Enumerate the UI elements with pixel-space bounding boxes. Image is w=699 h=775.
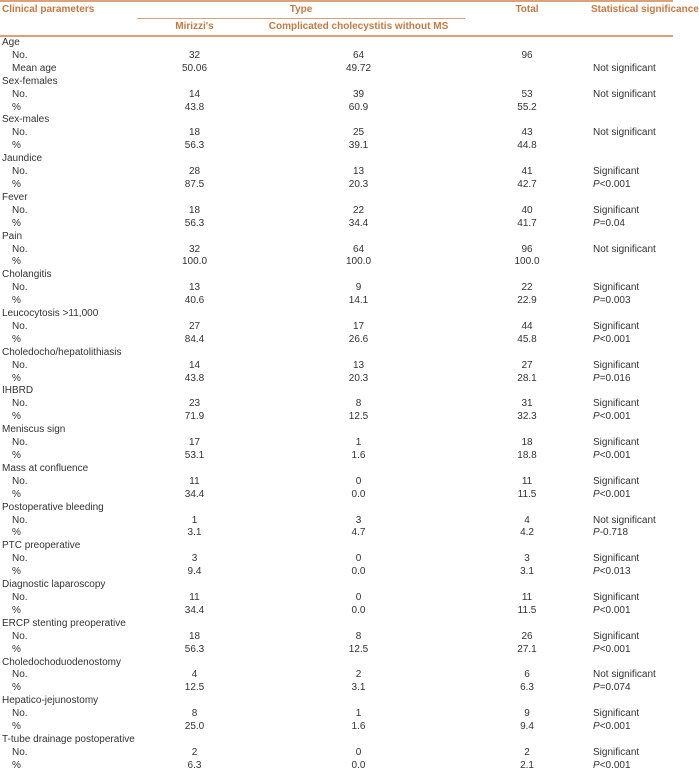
complicated-value: 20.3 [348,178,369,190]
group-header-row [0,308,673,321]
group-header-row [0,36,673,50]
header-mirizzi: Mirizzi's [137,19,252,37]
complicated-value: 60.9 [348,101,369,113]
row-label: No. [12,630,28,642]
complicated-value: 0 [355,475,362,487]
group-header-row [0,463,673,476]
complicated-value: 8 [355,630,362,642]
mirizzi-value: 34.4 [184,604,205,616]
table-row [0,334,673,347]
row-label: Mean age [12,62,57,74]
table-row [0,321,673,334]
table-row [0,515,673,528]
table-row [0,489,673,502]
significance-value [589,256,673,269]
complicated-value: 64 [352,49,365,61]
mirizzi-value: 56.3 [184,643,205,655]
row-label: % [12,178,21,190]
table-row [0,760,673,773]
row-label: No. [12,282,28,294]
row-label: % [12,256,21,268]
complicated-value: 0 [355,746,362,758]
parameter-name: Age [2,37,20,48]
total-value: 2 [524,746,530,758]
table-row [0,553,673,566]
significance-value: Not significant [593,514,656,526]
parameter-name: Meniscus sign [2,424,66,436]
mirizzi-value: 14 [188,88,201,100]
parameter-name: Diagnostic laparoscopy [2,579,106,591]
table-row [0,102,673,115]
significance-value: P<0.001 [593,604,631,616]
table-row [0,682,673,695]
table-row [0,398,673,411]
row-label: No. [12,127,28,139]
complicated-value: 1 [355,437,362,449]
group-header-row [0,657,673,670]
total-value: 53 [521,88,533,100]
group-header-row [0,269,673,282]
total-value: 44 [521,320,533,332]
table-row [0,218,673,231]
row-label: No. [12,553,28,565]
significance-value: P<0.001 [593,721,631,733]
table-row [0,644,673,657]
parameter-name: Fever [2,191,28,203]
table-row [0,605,673,618]
total-value: 28.1 [517,372,537,384]
total-value: 9.4 [520,721,534,733]
parameter-name: Pain [2,230,23,242]
significance-value: Significant [593,630,640,642]
complicated-value: 49.72 [345,62,372,74]
row-label: % [12,721,21,733]
header-spacer [589,19,673,37]
mirizzi-value: 14 [188,359,201,371]
table-row [0,437,673,450]
complicated-value: 1.6 [351,721,366,733]
complicated-value: 39.1 [348,140,369,152]
parameter-name: Choledochoduodenostomy [2,656,121,668]
table-row [0,631,673,644]
row-label: % [12,604,21,616]
total-value: 26 [521,630,533,642]
row-label: No. [12,475,28,487]
mirizzi-value: 100.0 [181,256,208,268]
mirizzi-value: 87.5 [184,178,205,190]
mirizzi-value: 43.8 [184,372,205,384]
complicated-value: 1.6 [351,450,366,461]
total-value: 6.3 [520,682,534,694]
row-label: % [12,295,21,307]
mirizzi-value: 13 [188,282,201,294]
table-row [0,450,673,463]
mirizzi-value: 32 [188,243,201,255]
significance-value: Not significant [593,62,656,74]
parameter-name: Mass at confluence [2,462,89,474]
mirizzi-value: 23 [188,398,201,410]
mirizzi-value: 56.3 [184,140,205,152]
significance-value [589,50,673,63]
group-header-row [0,734,673,747]
complicated-value: 13 [352,359,365,371]
table-row [0,669,673,682]
total-value: 42.7 [517,178,537,190]
complicated-value: 12.5 [348,643,369,655]
mirizzi-value: 34.4 [184,488,205,500]
parameter-name: Jaundice [2,153,43,165]
mirizzi-value: 27 [188,320,201,332]
total-value: 11 [521,591,533,603]
complicated-value: 3.1 [351,682,366,694]
total-value: 11.5 [517,604,537,616]
mirizzi-value: 40.6 [184,295,205,307]
row-label: % [12,217,21,229]
row-label: No. [12,591,28,603]
total-value: 4.2 [520,527,534,539]
mirizzi-value: 3.1 [187,527,202,539]
group-header-row [0,424,673,437]
table-row [0,360,673,373]
significance-value: Not significant [593,669,656,681]
parameter-name: Sex-females [2,75,58,87]
row-label: % [12,372,21,384]
significance-value [589,140,673,153]
parameter-name: T-tube drainage postoperative [2,733,135,745]
mirizzi-value: 11 [189,475,200,487]
total-value: 96 [521,243,533,255]
table-row [0,244,673,257]
significance-value: P=0.003 [593,295,631,307]
total-value: 45.8 [517,333,537,345]
significance-value: P=0.016 [593,372,631,384]
table-row [0,282,673,295]
mirizzi-value: 6.3 [187,759,202,771]
row-label: % [12,333,21,345]
table-row [0,708,673,721]
group-header-row [0,114,673,127]
total-value: 3 [524,553,530,565]
significance-value: Significant [593,282,640,294]
significance-value: Significant [593,166,640,178]
table-row [0,50,673,63]
row-label: % [12,566,21,578]
complicated-value: 0 [355,553,362,565]
complicated-value: 20.3 [348,372,369,384]
table-row [0,411,673,424]
significance-value [589,102,673,115]
total-value: 18.8 [517,450,537,461]
mirizzi-value: 50.06 [181,62,208,74]
mirizzi-value: 84.4 [184,333,205,345]
total-value: 43 [521,127,533,139]
table-row [0,295,673,308]
mirizzi-value: 3 [191,553,198,565]
group-header-row [0,231,673,244]
total-value: 40 [521,204,533,216]
table-row [0,63,673,76]
total-value: 11.5 [517,488,537,500]
group-header-row [0,579,673,592]
significance-value: P<0.001 [593,488,631,500]
header-total: Total [465,1,589,19]
total-value: 55.2 [517,101,537,113]
table-row [0,566,673,579]
row-label: No. [12,398,28,410]
mirizzi-value: 18 [188,204,201,216]
complicated-value: 12.5 [348,411,369,423]
parameter-name: Leucocytosis >11,000 [2,308,99,320]
total-value: 31 [521,398,533,410]
table-row [0,527,673,540]
mirizzi-value: 53.1 [184,450,205,461]
complicated-value: 64 [352,243,365,255]
parameter-name: Cholangitis [2,269,52,281]
significance-value: Not significant [593,243,656,255]
parameter-name: IHBRD [2,385,34,397]
mirizzi-value: 25.0 [184,721,205,733]
significance-value: P<0.001 [593,411,631,423]
total-value: 2.1 [520,759,534,771]
group-header-row [0,540,673,553]
total-value: 22 [521,282,533,294]
total-value: 32.3 [517,411,537,423]
mirizzi-value: 56.3 [184,217,205,229]
row-label: No. [12,669,28,681]
table-row [0,373,673,386]
row-label: No. [12,320,28,332]
total-value: 41 [521,166,533,178]
header-spacer [465,19,589,37]
total-value: 100.0 [514,256,540,268]
significance-value: Significant [593,320,640,332]
total-value: 22.9 [517,295,537,307]
significance-value: P<0.001 [593,759,631,771]
row-label: No. [12,204,28,216]
header-type: Type [137,1,465,19]
group-header-row [0,76,673,89]
mirizzi-value: 2 [191,746,198,758]
row-label: No. [12,88,28,100]
total-value: 96 [521,49,533,61]
row-label: % [12,488,21,500]
complicated-value: 0.0 [351,488,366,500]
row-label: No. [12,708,28,720]
group-header-row [0,153,673,166]
mirizzi-value: 12.5 [184,682,205,694]
parameter-name: Postoperative bleeding [2,501,104,513]
row-label: No. [12,49,28,61]
complicated-value: 17 [352,320,365,332]
parameter-name: Choledocho/hepatolithiasis [2,346,122,358]
significance-value: Not significant [593,127,656,139]
complicated-value: 25 [352,127,365,139]
total-value: 11 [521,475,533,487]
complicated-value: 8 [355,398,362,410]
parameter-name: ERCP stenting preoperative [2,617,126,629]
row-label: % [12,643,21,655]
row-label: % [12,527,21,539]
mirizzi-value: 32 [188,49,201,61]
table-row [0,721,673,734]
complicated-value: 39 [352,88,365,100]
complicated-value: 100.0 [345,256,372,268]
table-row [0,89,673,102]
mirizzi-value: 11 [189,591,200,603]
row-label: % [12,759,21,771]
complicated-value: 9 [355,282,362,294]
header-clinical-parameters: Clinical parameters [0,1,137,19]
complicated-value: 34.4 [348,217,369,229]
mirizzi-value: 18 [188,127,201,139]
group-header-row [0,618,673,631]
table-row [0,166,673,179]
significance-value: Significant [593,591,640,603]
row-label: % [12,682,21,694]
complicated-value: 0.0 [351,604,366,616]
row-label: No. [12,359,28,371]
significance-value: Significant [593,475,640,487]
significance-value: Significant [593,746,640,758]
complicated-value: 0 [355,591,362,603]
total-value: 27 [521,359,533,371]
complicated-value: 13 [352,166,365,178]
row-label: No. [12,514,28,526]
group-header-row [0,502,673,515]
complicated-value: 3 [355,514,362,526]
parameter-name: PTC preoperative [2,540,81,552]
complicated-value: 0.0 [351,759,366,771]
mirizzi-value: 17 [188,437,201,449]
table-row [0,476,673,489]
total-value: 4 [524,514,530,526]
table-row [0,592,673,605]
table-row [0,179,673,192]
complicated-value: 2 [355,669,362,681]
mirizzi-value: 1 [191,514,198,526]
header-spacer [0,19,137,37]
table-body [0,36,673,773]
mirizzi-value: 8 [191,708,198,720]
group-header-row [0,695,673,708]
complicated-value: 26.6 [348,333,369,345]
table-row [0,747,673,760]
significance-value: P<0.001 [593,450,631,461]
row-label: No. [12,437,28,449]
significance-value: Significant [593,398,640,410]
parameter-name: Hepatico-jejunostomy [2,695,99,707]
table-row [0,256,673,269]
group-header-row [0,192,673,205]
mirizzi-value: 18 [188,630,201,642]
header-significance: Statistical significance [589,1,673,19]
row-label: No. [12,243,28,255]
row-label: % [12,140,21,152]
significance-value: Significant [593,437,640,449]
total-value: 3.1 [520,566,534,578]
complicated-value: 22 [352,204,365,216]
total-value: 9 [524,708,530,720]
complicated-value: 4.7 [351,527,366,539]
table-row [0,140,673,153]
significance-value: P<0.001 [593,643,631,655]
group-header-row [0,347,673,360]
total-value: 41.7 [517,217,537,229]
group-header-row [0,385,673,398]
significance-value: P<0.001 [593,333,631,345]
significance-value: P<0.001 [593,178,631,190]
significance-value: P<0.013 [593,566,631,578]
mirizzi-value: 4 [191,669,198,681]
significance-value: Significant [593,359,640,371]
header-complicated: Complicated cholecystitis without MS [252,19,465,37]
significance-value: Significant [593,708,640,720]
row-label: % [12,450,21,461]
mirizzi-value: 9.4 [187,566,202,578]
mirizzi-value: 28 [188,166,201,178]
row-label: No. [12,746,28,758]
row-label: % [12,411,21,423]
significance-value: P=0.074 [593,682,631,694]
row-label: No. [12,166,28,178]
total-value: 44.8 [517,140,537,152]
total-value: 27.1 [517,643,537,655]
significance-value: Significant [593,553,640,565]
row-label: % [12,101,21,113]
total-value [465,63,589,76]
complicated-value: 0.0 [351,566,366,578]
significance-value: Not significant [593,88,656,100]
complicated-value: 1 [355,708,362,720]
mirizzi-value: 71.9 [184,411,205,423]
total-value: 18 [521,437,533,449]
significance-value: Significant [593,204,640,216]
mirizzi-value: 43.8 [184,101,205,113]
significance-value: P=0.04 [593,217,625,229]
parameter-name: Sex-males [2,114,50,126]
significance-value: P-0.718 [593,527,629,539]
table-row [0,205,673,218]
table-row [0,127,673,140]
total-value: 6 [524,669,530,681]
complicated-value: 14.1 [348,295,369,307]
